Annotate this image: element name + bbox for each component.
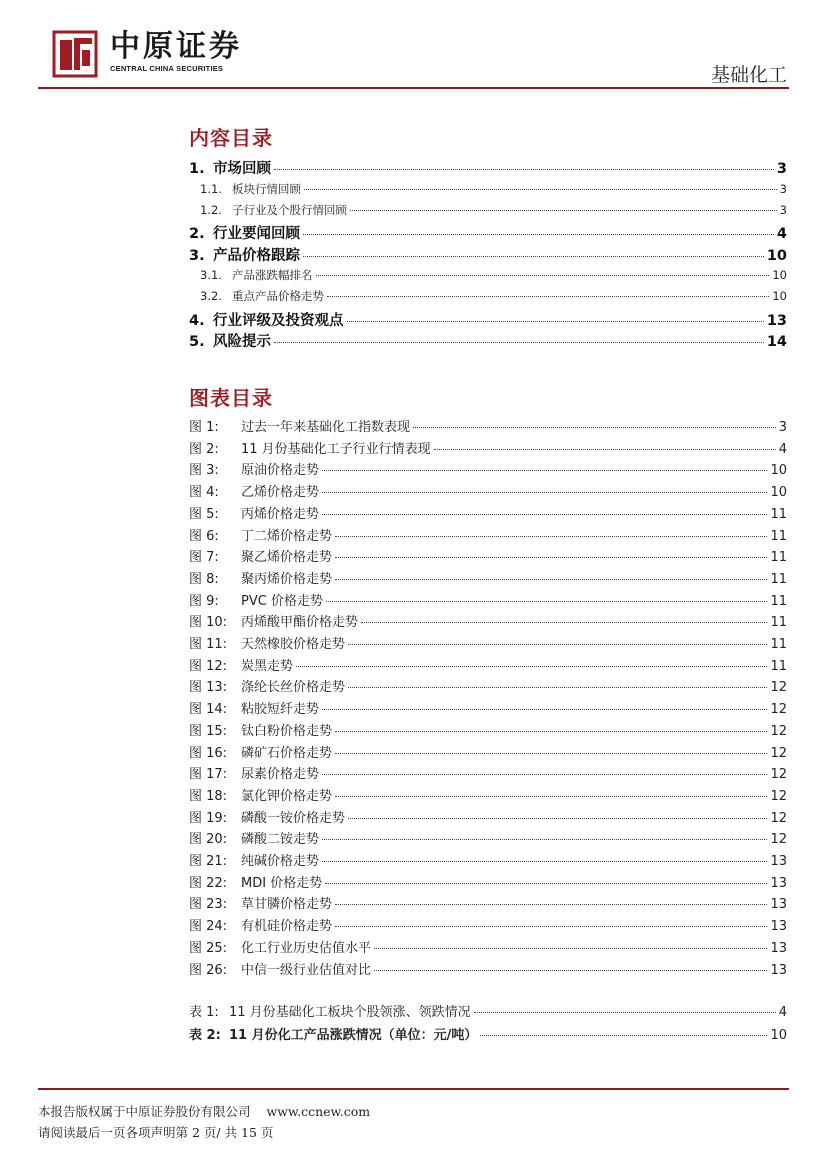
dot-leader: [348, 818, 767, 819]
toc-entry[interactable]: [200, 288, 787, 304]
dot-leader: [335, 753, 767, 754]
figure-entry-label: MDI 价格走势: [241, 875, 323, 891]
figure-entry[interactable]: [189, 481, 787, 500]
toc-entry[interactable]: [189, 222, 787, 243]
figure-entry-label: 磷酸一铵价格走势: [241, 810, 346, 826]
toc-entry[interactable]: [200, 202, 787, 218]
footer-website-link[interactable]: www.ccnew.com: [266, 1104, 371, 1119]
toc-entry-page: 10: [772, 268, 787, 282]
figure-entry-page: 11: [770, 658, 787, 674]
dot-leader: [322, 861, 767, 862]
figure-entry-number: 图 26:: [189, 962, 228, 978]
dot-leader: [316, 275, 770, 276]
toc-entry-label: 风险提示: [213, 334, 271, 350]
figure-entry[interactable]: [189, 915, 787, 934]
figure-entry-page: 11: [770, 615, 787, 631]
figure-entry-page: 12: [770, 723, 787, 739]
logo-chinese-text: 中原证券: [110, 29, 242, 64]
toc-entry-number: 1.2.: [200, 203, 222, 217]
dot-leader: [326, 601, 768, 602]
dot-leader: [361, 622, 767, 623]
dot-leader: [480, 1035, 767, 1036]
figure-entry-label: 丙烯价格走势: [241, 506, 320, 522]
toc-entry-number: 1.1.: [200, 182, 222, 196]
table-entry-page: 10: [770, 1028, 787, 1043]
figure-entry-label: 尿素价格走势: [241, 767, 320, 783]
figure-entry-label: 粘胶短纤走势: [241, 702, 320, 718]
figure-entry[interactable]: [189, 459, 787, 478]
figure-entry-label: 草甘膦价格走势: [241, 897, 333, 913]
figure-entry[interactable]: [189, 807, 787, 826]
toc-entry-label: 产品涨跌幅排名: [232, 268, 313, 282]
dot-leader: [325, 883, 767, 884]
figure-entry-page: 11: [770, 637, 787, 652]
figure-entry-label: 中信一级行业估值对比: [241, 962, 372, 978]
figure-entry-label: PVC 价格走势: [241, 593, 323, 609]
dot-leader: [335, 731, 767, 732]
figure-entry[interactable]: [189, 611, 787, 630]
figure-entry-number: 图 1:: [189, 420, 219, 435]
dot-leader: [348, 644, 767, 645]
figure-entry-number: 图 2:: [189, 441, 219, 457]
dot-leader: [322, 774, 767, 775]
table-entry-label: 11 月份化工产品涨跌情况（单位：元/吨）: [229, 1028, 478, 1043]
toc-entry-number: 2.: [189, 226, 205, 242]
toc-entry-number: 1.: [189, 161, 205, 177]
toc-entry-page: 13: [766, 313, 787, 329]
logo-mark-icon: [52, 30, 98, 78]
figure-entry-page: 4: [778, 441, 787, 457]
toc-entry-page: 14: [766, 334, 787, 350]
figure-entry-label: 聚乙烯价格走势: [241, 550, 333, 566]
figure-entry-page: 13: [770, 897, 787, 913]
figure-entry-number: 图 23:: [189, 897, 228, 913]
toc-entry-page: 10: [766, 248, 787, 264]
figure-entry-label: 钛白粉价格走势: [241, 723, 333, 739]
figure-entry[interactable]: [189, 785, 787, 804]
dot-leader: [274, 169, 774, 170]
figure-entry-page: 12: [770, 788, 787, 804]
figure-entry-label: 涤纶长丝价格走势: [241, 680, 346, 696]
dot-leader: [348, 687, 767, 688]
figure-entry-label: 炭黑走势: [241, 658, 294, 674]
figure-entry-label: 有机硅价格走势: [241, 919, 333, 935]
figure-entry[interactable]: [189, 828, 787, 847]
dot-leader: [374, 948, 767, 949]
dot-leader: [413, 427, 776, 428]
toc-entry-page: 10: [772, 289, 787, 303]
figure-entry[interactable]: [189, 633, 787, 652]
figure-entry-page: 12: [770, 702, 787, 718]
company-logo: [52, 30, 252, 80]
footer-copyright: 本报告版权属于中原证券股份有限公司: [38, 1104, 251, 1119]
figure-entry-page: 13: [770, 940, 787, 956]
dot-leader: [303, 234, 774, 235]
figure-entry-number: 图 5:: [189, 506, 219, 522]
figure-entry-page: 11: [770, 506, 787, 522]
figure-entry-number: 图 25:: [189, 940, 228, 956]
dot-leader: [335, 536, 767, 537]
logo-english-text: CENTRAL CHINA SECURITIES: [110, 64, 224, 73]
toc-entry-label: 行业评级及投资观点: [213, 313, 344, 329]
toc-entry-number: 3.2.: [200, 289, 222, 303]
figure-entry[interactable]: [189, 937, 787, 956]
dot-leader: [347, 321, 764, 322]
figure-entry[interactable]: [189, 416, 787, 435]
toc-entry-number: 4.: [189, 313, 205, 329]
table-entry-label: 11 月份基础化工板块个股领涨、领跌情况: [229, 1005, 471, 1020]
toc-entry[interactable]: [189, 157, 787, 178]
figure-entry-page: 10: [770, 463, 787, 479]
toc-entry[interactable]: [189, 309, 787, 330]
figure-entry-page: 13: [770, 962, 787, 978]
figure-entry-number: 图 16:: [189, 745, 228, 761]
figure-entry[interactable]: [189, 698, 787, 717]
figure-entry[interactable]: [189, 503, 787, 522]
figure-entry-number: 图 13:: [189, 680, 228, 696]
toc-entry-page: 3: [776, 161, 787, 177]
figure-entry-label: 纯碱价格走势: [241, 854, 320, 869]
toc-entry-number: 3.1.: [200, 268, 222, 282]
figure-entry-number: 图 4:: [189, 485, 219, 501]
figure-entry-page: 11: [770, 593, 787, 609]
figure-entry[interactable]: [189, 438, 787, 457]
dot-leader: [474, 1012, 776, 1013]
dot-leader: [335, 579, 767, 580]
figure-entry-number: 图 6:: [189, 528, 219, 544]
table-entry-page: 4: [778, 1005, 787, 1020]
figure-entry-page: 12: [770, 767, 787, 783]
figure-entry-number: 图 7:: [189, 550, 219, 566]
figure-entry-label: 原油价格走势: [241, 463, 320, 479]
header-divider: [38, 87, 789, 89]
figure-entry-number: 图 3:: [189, 463, 219, 479]
figure-entry[interactable]: [189, 590, 787, 609]
toc-entry-label: 行业要闻回顾: [213, 226, 300, 242]
figure-entry-page: 13: [770, 875, 787, 891]
figure-entry[interactable]: [189, 525, 787, 544]
toc-entry-page: 3: [779, 203, 787, 217]
toc-entry-label: 子行业及个股行情回顾: [232, 203, 347, 217]
toc-entry[interactable]: [189, 244, 787, 265]
figure-entry-page: 12: [770, 832, 787, 848]
table-entry[interactable]: [189, 1001, 787, 1020]
figure-entry-label: 丁二烯价格走势: [241, 528, 333, 544]
dot-leader: [335, 926, 767, 927]
figure-entry-number: 图 20:: [189, 832, 228, 848]
figure-entry-number: 图 11:: [189, 637, 228, 652]
dot-leader: [322, 470, 767, 471]
dot-leader: [322, 839, 767, 840]
dot-leader: [335, 796, 767, 797]
dot-leader: [335, 904, 767, 905]
figure-entry-label: 磷酸二铵走势: [241, 832, 320, 848]
table-entry-number: 表 2:: [189, 1028, 221, 1043]
figures-title: 图表目录: [189, 386, 273, 410]
figure-entry-number: 图 15:: [189, 723, 228, 739]
table-entry[interactable]: [189, 1024, 787, 1043]
toc-entry-number: 5.: [189, 334, 205, 350]
footer-copyright-line: [38, 1102, 370, 1120]
figure-entry-page: 13: [770, 919, 787, 935]
toc-entry-page: 3: [779, 182, 787, 196]
toc-entry-number: 3.: [189, 248, 205, 264]
toc-entry-label: 重点产品价格走势: [232, 289, 324, 303]
dot-leader: [304, 189, 777, 190]
header-section-label: 基础化工: [710, 64, 787, 86]
figure-entry-label: 磷矿石价格走势: [241, 745, 333, 761]
figure-entry-number: 图 10:: [189, 615, 228, 631]
figure-entry-page: 11: [770, 528, 787, 544]
figure-entry[interactable]: [189, 872, 787, 891]
toc-entry-label: 产品价格跟踪: [213, 248, 300, 264]
figure-entry-label: 天然橡胶价格走势: [241, 637, 346, 652]
figure-entry-page: 12: [770, 810, 787, 826]
figure-entry-label: 过去一年来基础化工指数表现: [241, 420, 411, 435]
dot-leader: [350, 210, 777, 211]
toc-entry-label: 板块行情回顾: [232, 182, 301, 196]
toc-entry[interactable]: [189, 330, 787, 351]
figure-entry[interactable]: [189, 676, 787, 695]
figure-entry[interactable]: [189, 959, 787, 978]
figure-entry-number: 图 22:: [189, 875, 228, 891]
figure-entry-page: 12: [770, 680, 787, 696]
dot-leader: [322, 492, 767, 493]
figure-entry[interactable]: [189, 763, 787, 782]
figure-entry-number: 图 9:: [189, 593, 219, 609]
dot-leader: [274, 342, 764, 343]
figure-entry-page: 3: [778, 420, 787, 435]
dot-leader: [335, 557, 767, 558]
dot-leader: [327, 296, 769, 297]
figure-entry-label: 乙烯价格走势: [241, 485, 320, 501]
dot-leader: [374, 970, 767, 971]
toc-entry-label: 市场回顾: [213, 161, 271, 177]
dot-leader: [296, 666, 767, 667]
table-entry-number: 表 1:: [189, 1005, 219, 1020]
figure-entry-number: 图 19:: [189, 810, 228, 826]
figure-entry-page: 11: [770, 550, 787, 566]
figure-entry-number: 图 14:: [189, 702, 228, 718]
figure-entry-number: 图 12:: [189, 658, 228, 674]
figure-entry[interactable]: [189, 850, 787, 869]
figure-entry-page: 13: [770, 854, 787, 869]
toc-entry-page: 4: [776, 226, 787, 242]
figure-entry-page: 10: [770, 485, 787, 501]
dot-leader: [322, 709, 767, 710]
toc-title: 内容目录: [189, 126, 273, 150]
figure-entry-number: 图 24:: [189, 919, 228, 935]
figure-entry[interactable]: [189, 720, 787, 739]
figure-entry-label: 聚丙烯价格走势: [241, 571, 333, 587]
toc-entry[interactable]: [200, 181, 787, 197]
figure-entry-page: 11: [770, 571, 787, 587]
figure-entry-number: 图 18:: [189, 788, 228, 804]
figure-entry-number: 图 8:: [189, 571, 219, 587]
figure-entry-label: 氯化钾价格走势: [241, 788, 333, 804]
figure-entry[interactable]: [189, 546, 787, 565]
figure-entry-label: 11 月份基础化工子行业行情表现: [241, 441, 431, 457]
dot-leader: [303, 256, 764, 257]
toc-entry[interactable]: [200, 267, 787, 283]
figure-entry-number: 图 17:: [189, 767, 228, 783]
figure-entry-label: 化工行业历史估值水平: [241, 940, 372, 956]
footer-disclaimer: 请阅读最后一页各项声明第 2 页/ 共 15 页: [38, 1125, 274, 1140]
dot-leader: [322, 514, 767, 515]
footer-divider: [38, 1088, 789, 1090]
figure-entry-number: 图 21:: [189, 854, 228, 869]
figure-entry[interactable]: [189, 742, 787, 761]
figure-entry[interactable]: [189, 893, 787, 912]
figure-entry[interactable]: [189, 655, 787, 674]
dot-leader: [434, 449, 776, 450]
figure-entry[interactable]: [189, 568, 787, 587]
figure-entry-label: 丙烯酸甲酯价格走势: [241, 615, 359, 631]
figure-entry-page: 12: [770, 745, 787, 761]
